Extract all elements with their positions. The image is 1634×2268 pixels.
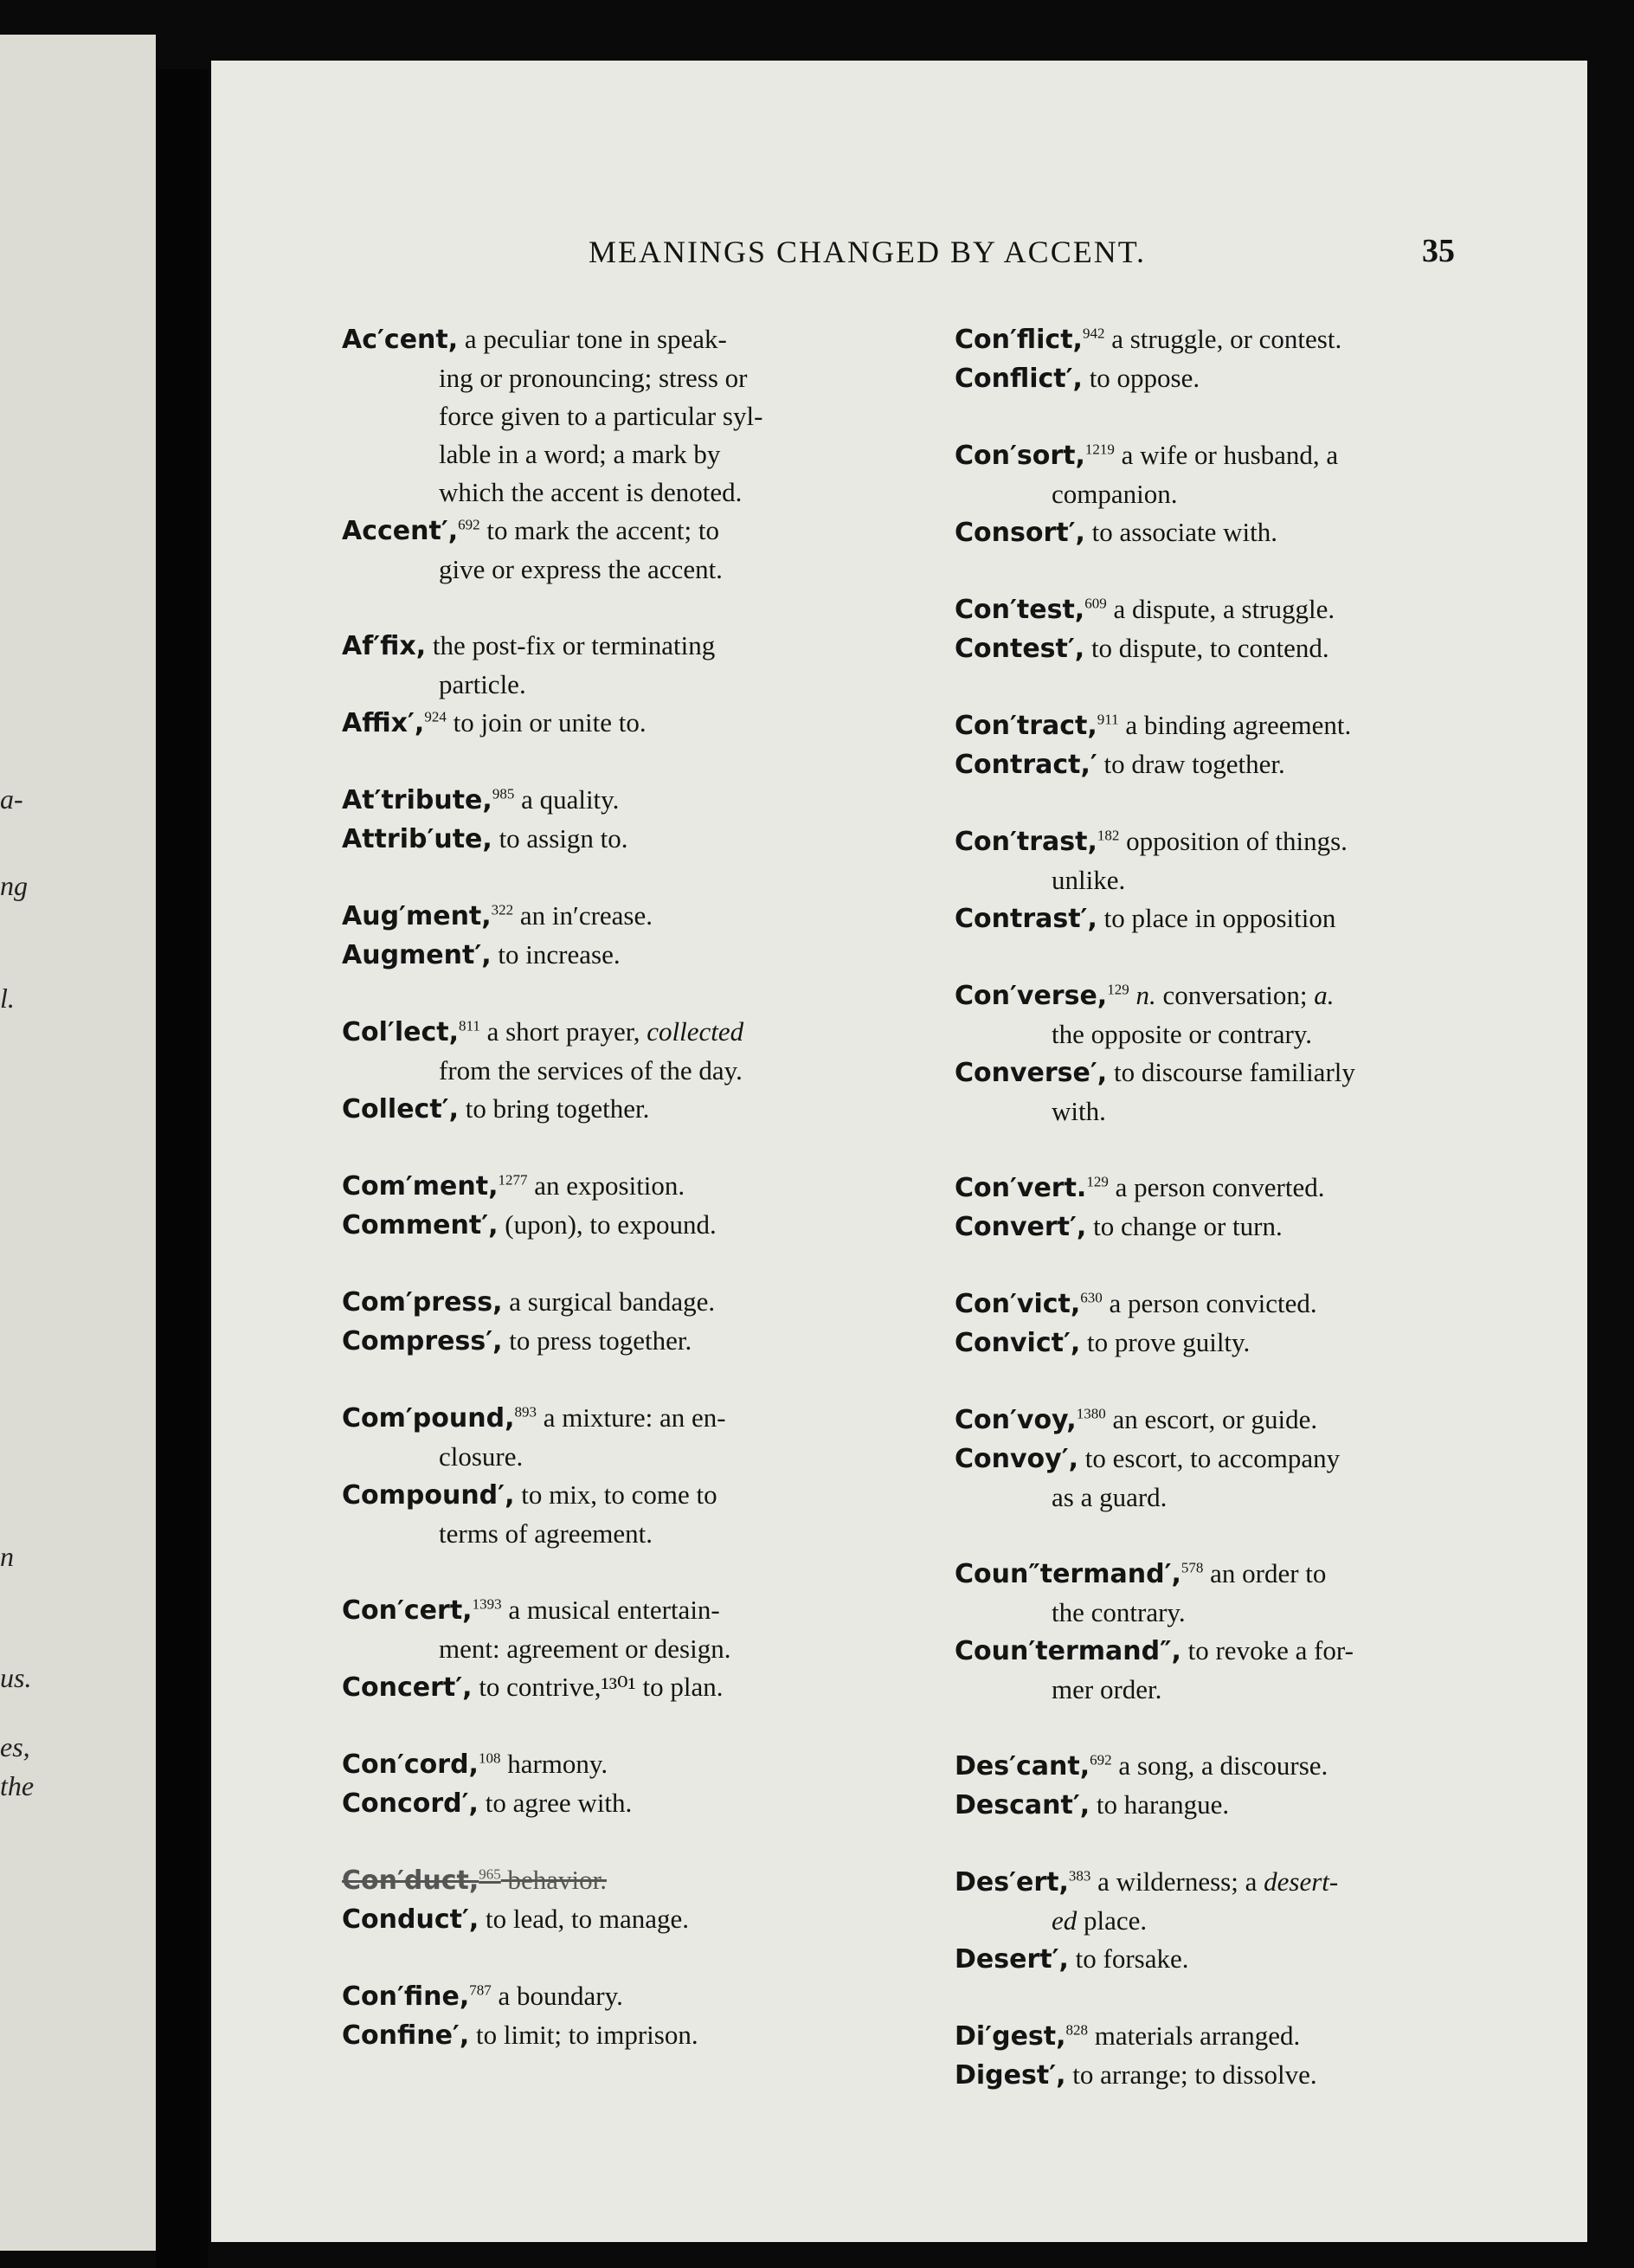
entry-definition: to join or unite to.	[453, 707, 647, 738]
entry-headword: Con′voy,	[955, 1405, 1077, 1435]
entry-definition: to bring together.	[465, 1093, 650, 1124]
dictionary-entry	[955, 320, 1509, 359]
entry-spacer	[955, 668, 1509, 706]
entry-spacer	[342, 1939, 896, 1977]
entry-continuation-text: ing or pronouncing; stress or	[439, 363, 748, 393]
entry-headword: Di′gest,	[955, 2021, 1066, 2052]
entry-continuation-text: mer order.	[1052, 1674, 1162, 1704]
entry-spacer	[955, 398, 1509, 436]
entry-headword: Con′fine,	[342, 1981, 470, 2012]
entry-definition: a boundary.	[498, 1981, 623, 2011]
entry-italic-term: desert-	[1264, 1866, 1339, 1897]
entry-headword: Ac′cent,	[342, 325, 459, 355]
entry-reference-number: 322	[491, 901, 514, 918]
entry-headword: Accent′,	[342, 516, 459, 546]
dictionary-entry	[955, 976, 1509, 1015]
entry-definition: to press together.	[509, 1325, 692, 1356]
entry-definition: to dispute, to contend.	[1090, 633, 1329, 663]
entry-italic-term: ed	[1052, 1905, 1078, 1936]
dictionary-entry	[342, 781, 896, 820]
entry-headword: Consort′,	[955, 518, 1085, 548]
entry-headword: Contract,′	[955, 750, 1097, 780]
entry-continuation-text: which the accent is denoted.	[439, 477, 743, 507]
dictionary-entry	[342, 627, 896, 666]
entry-definition: a peculiar tone in speak-	[464, 324, 727, 354]
dictionary-entry	[342, 1591, 896, 1630]
dictionary-entry	[955, 1324, 1509, 1363]
dictionary-entry	[955, 590, 1509, 629]
entry-definition: a wilderness; a	[1097, 1866, 1264, 1897]
dictionary-entry	[955, 745, 1509, 784]
entry-definition: a surgical bandage.	[509, 1286, 716, 1317]
entry-italic-term: collected	[647, 1016, 744, 1047]
dictionary-entry	[955, 1440, 1509, 1479]
entry-reference-number: 1393	[472, 1595, 502, 1613]
entry-spacer	[342, 859, 896, 897]
entry-headword: Descant′,	[955, 1790, 1090, 1820]
dictionary-entry	[342, 1668, 896, 1707]
entry-spacer	[955, 1517, 1509, 1555]
dictionary-entry	[955, 1208, 1509, 1247]
entry-headword: Des′cant,	[955, 1751, 1090, 1782]
entry-reference-number: 985	[492, 785, 515, 802]
entry-spacer	[342, 743, 896, 781]
entry-continuation	[955, 1092, 1509, 1131]
dictionary-entry	[342, 1283, 896, 1322]
entry-spacer	[955, 1363, 1509, 1401]
entry-spacer	[342, 1553, 896, 1591]
entry-reference-number: 942	[1082, 325, 1105, 342]
entry-definition: a song, a discourse.	[1118, 1750, 1328, 1781]
entry-reference-number: 578	[1180, 1559, 1204, 1576]
entry-spacer	[955, 552, 1509, 590]
dictionary-entry	[955, 436, 1509, 475]
entry-spacer	[955, 1709, 1509, 1747]
entry-headword: Con′verse,	[955, 981, 1108, 1011]
entry-headword: Confine′,	[342, 2020, 470, 2051]
entry-continuation	[342, 666, 896, 704]
entry-reference-number: 108	[478, 1749, 501, 1767]
dictionary-entry	[955, 1632, 1509, 1671]
entry-reference-number: 911	[1097, 711, 1119, 728]
facing-page-text-fragment: us.	[0, 1662, 32, 1693]
dictionary-entry	[342, 1900, 896, 1939]
entry-continuation-text: with.	[1052, 1096, 1106, 1126]
entry-headword: Con′cert,	[342, 1595, 473, 1626]
entry-definition: an exposition.	[534, 1170, 685, 1201]
entry-headword: Con′trast,	[955, 827, 1097, 857]
page-number: 35	[1422, 233, 1455, 269]
entry-reference-number: 630	[1080, 1289, 1103, 1306]
entry-headword: Converse′,	[955, 1058, 1108, 1088]
entry-reference-number: 1380	[1076, 1405, 1106, 1422]
facing-page-text-fragment: l.	[0, 983, 15, 1014]
dictionary-entry	[955, 822, 1509, 861]
entry-reference-number: 129	[1086, 1173, 1109, 1190]
entry-spacer	[955, 784, 1509, 822]
entry-reference-number: 692	[1090, 1751, 1112, 1769]
entry-definition: a person converted.	[1115, 1172, 1325, 1202]
dictionary-entry	[955, 1053, 1509, 1092]
dictionary-entry	[342, 1322, 896, 1361]
entry-continuation-text: the opposite or contrary.	[1052, 1019, 1313, 1049]
entry-spacer	[342, 1245, 896, 1283]
entry-continuation-text: ment: agreement or design.	[439, 1633, 731, 1664]
facing-page-text-fragment: a-	[0, 783, 23, 815]
dictionary-entry	[342, 820, 896, 859]
dictionary-entry	[342, 2016, 896, 2055]
entry-definition: a musical entertain-	[508, 1595, 720, 1625]
dictionary-entry	[955, 629, 1509, 668]
entry-headword: Aug′ment,	[342, 901, 492, 931]
entry-headword: Con′cord,	[342, 1749, 479, 1780]
entry-headword: Desert′,	[955, 1944, 1069, 1975]
entry-headword: Digest′,	[955, 2060, 1066, 2091]
entry-headword: Com′ment,	[342, 1171, 499, 1202]
entry-definition: conversation;	[1155, 980, 1315, 1010]
entry-continuation	[342, 1515, 896, 1553]
entry-headword: Con′tract,	[955, 711, 1097, 741]
dictionary-entry	[955, 1555, 1509, 1594]
dictionary-entry	[955, 1786, 1509, 1825]
entry-headword: Com′pound,	[342, 1403, 515, 1434]
entry-continuation-text: from the services of the day.	[439, 1055, 743, 1086]
left-column	[342, 320, 896, 2055]
dictionary-entry	[955, 1401, 1509, 1440]
dictionary-entry	[955, 1940, 1509, 1979]
entry-definition: to contrive,¹³⁰¹ to plan.	[479, 1672, 724, 1702]
entry-reference-number: 787	[469, 1981, 492, 1999]
entry-continuation-text: give or express the accent.	[439, 554, 723, 584]
entry-definition: to assign to.	[499, 823, 628, 854]
entry-continuation-text: closure.	[439, 1441, 524, 1472]
dictionary-entry	[342, 1167, 896, 1206]
entry-definition: to change or turn.	[1093, 1211, 1283, 1241]
entry-definition: to prove guilty.	[1087, 1327, 1251, 1357]
entry-continuation-text: force given to a particular syl-	[439, 401, 763, 431]
entry-continuation-text: as a guard.	[1052, 1482, 1168, 1512]
entry-continuation	[955, 1902, 1509, 1940]
dictionary-entry	[955, 513, 1509, 552]
entry-headword: Con′flict,	[955, 325, 1083, 355]
entry-spacer	[342, 975, 896, 1013]
dictionary-entry	[955, 1169, 1509, 1208]
entry-headword: Con′duct,	[342, 1865, 479, 1896]
entry-definition: to forsake.	[1075, 1943, 1189, 1974]
entry-definition: a struggle, or contest.	[1111, 324, 1342, 354]
entry-continuation	[955, 1671, 1509, 1709]
entry-definition: to escort, to accompany	[1084, 1443, 1341, 1473]
entry-definition: a quality.	[521, 784, 620, 815]
book-spine	[156, 69, 208, 2268]
entry-headword: Conflict′,	[955, 364, 1083, 394]
entry-definition: harmony.	[507, 1749, 608, 1779]
dictionary-entry	[955, 359, 1509, 398]
entry-reference-number: 965	[479, 1865, 501, 1883]
entry-headword: Augment′,	[342, 940, 492, 970]
entry-definition: to oppose.	[1089, 363, 1200, 393]
entry-headword: Col′lect,	[342, 1017, 459, 1047]
entry-definition: to arrange; to dissolve.	[1072, 2059, 1317, 2090]
entry-continuation	[342, 397, 896, 435]
entry-definition: the post-fix or terminating	[432, 630, 716, 660]
entry-reference-number: 182	[1097, 827, 1120, 844]
entry-definition: to mark the accent; to	[486, 515, 719, 545]
entry-definition: to limit; to imprison.	[475, 2020, 698, 2050]
entry-headword: Con′vert.	[955, 1173, 1087, 1203]
entry-headword: Con′test,	[955, 595, 1085, 625]
dictionary-entry	[342, 1090, 896, 1129]
entry-definition: to discourse familiarly	[1113, 1057, 1355, 1087]
entry-headword: Coun″termand′,	[955, 1559, 1181, 1589]
dictionary-entry	[342, 1745, 896, 1784]
entry-definition: to agree with.	[485, 1788, 633, 1818]
entry-headword: Comment′,	[342, 1210, 499, 1240]
entry-headword: Con′vict,	[955, 1289, 1081, 1319]
entry-spacer	[955, 938, 1509, 976]
entry-spacer	[955, 1825, 1509, 1863]
entry-definition: an in′crease.	[519, 900, 653, 931]
entry-continuation-text: companion.	[1052, 479, 1178, 509]
entry-spacer	[955, 1131, 1509, 1169]
dictionary-entry	[342, 1476, 896, 1515]
entry-spacer	[955, 1247, 1509, 1285]
entry-reference-number: 129	[1107, 981, 1129, 998]
entry-definition: to harangue.	[1096, 1789, 1230, 1820]
running-header: MEANINGS CHANGED BY ACCENT.	[589, 235, 1147, 269]
entry-continuation	[955, 1479, 1509, 1517]
dictionary-entry	[342, 704, 896, 743]
entry-headword: Attrib′ute,	[342, 824, 492, 854]
entry-reference-number: 924	[424, 708, 447, 725]
entry-reference-number: 383	[1068, 1867, 1091, 1885]
entry-continuation	[955, 1594, 1509, 1632]
entry-headword: Convict′,	[955, 1328, 1081, 1358]
entry-definition: to increase.	[498, 939, 621, 970]
entry-continuation	[342, 435, 896, 474]
dictionary-entry	[955, 706, 1509, 745]
entry-continuation	[342, 551, 896, 589]
entry-reference-number: 893	[514, 1403, 537, 1421]
entry-reference-number: 828	[1065, 2021, 1089, 2039]
entry-continuation	[955, 1015, 1509, 1053]
entry-reference-number: 692	[458, 516, 480, 533]
dictionary-entry	[342, 1861, 896, 1900]
entry-continuation	[955, 861, 1509, 899]
dictionary-entry	[342, 1784, 896, 1823]
facing-page-text-fragment: ng	[0, 870, 28, 901]
entry-continuation	[342, 359, 896, 397]
entry-definition: to draw together.	[1103, 749, 1285, 779]
entry-definition: a short prayer,	[486, 1016, 647, 1047]
facing-page-text-fragment: es,	[0, 1731, 30, 1762]
entry-definition: a wife or husband, a	[1121, 440, 1339, 470]
entry-continuation-text: particle.	[439, 669, 526, 699]
entry-continuation	[342, 474, 896, 512]
entry-headword: At′tribute,	[342, 785, 492, 815]
dictionary-entry	[342, 1206, 896, 1245]
entry-italic-term: a.	[1314, 980, 1335, 1010]
entry-headword: Com′press,	[342, 1287, 503, 1318]
entry-headword: Af′fix,	[342, 631, 427, 661]
entry-definition: to revoke a for-	[1187, 1635, 1354, 1666]
entry-continuation-text: unlike.	[1052, 865, 1126, 895]
entry-definition: an escort, or guide.	[1112, 1404, 1318, 1434]
facing-page-edge	[0, 35, 156, 2251]
entry-headword: Contest′,	[955, 634, 1085, 664]
entry-headword: Contrast′,	[955, 904, 1097, 934]
entry-headword: Convert′,	[955, 1212, 1087, 1242]
dictionary-entry	[955, 1863, 1509, 1902]
entry-spacer	[342, 1361, 896, 1399]
entry-italic-term: n.	[1135, 980, 1156, 1010]
entry-headword: Coun′termand″,	[955, 1636, 1181, 1666]
dictionary-entry	[342, 1977, 896, 2016]
dictionary-entry	[955, 2017, 1509, 2056]
entry-definition: a binding agreement.	[1125, 710, 1352, 740]
entry-definition: behavior.	[507, 1865, 607, 1895]
entry-spacer	[342, 1129, 896, 1167]
entry-definition: to associate with.	[1091, 517, 1278, 547]
entry-headword: Collect′,	[342, 1094, 459, 1124]
entry-continuation-text: lable in a word; a mark by	[439, 439, 721, 469]
entry-reference-number: 811	[458, 1017, 480, 1034]
dictionary-entry	[342, 320, 896, 359]
dictionary-entry	[955, 899, 1509, 938]
entry-continuation	[342, 1052, 896, 1090]
entry-spacer	[342, 1707, 896, 1745]
entry-spacer	[955, 1979, 1509, 2017]
entry-headword: Compound′,	[342, 1480, 515, 1511]
entry-continuation	[342, 1438, 896, 1476]
entry-spacer	[342, 1823, 896, 1861]
entry-reference-number: 1219	[1084, 441, 1115, 458]
entry-headword: Des′ert,	[955, 1867, 1069, 1898]
right-column	[955, 320, 1509, 2095]
entry-definition: to mix, to come to	[521, 1479, 717, 1510]
entry-continuation-text: terms of agreement.	[439, 1518, 653, 1549]
entry-continuation	[955, 475, 1509, 513]
dictionary-entry	[342, 1013, 896, 1052]
dictionary-entry	[342, 936, 896, 975]
facing-page-text-fragment: n	[0, 1541, 14, 1572]
entry-headword: Compress′,	[342, 1326, 503, 1356]
entry-continuation-text: the contrary.	[1052, 1597, 1186, 1627]
dictionary-entry	[342, 1399, 896, 1438]
entry-definition: materials arranged.	[1094, 2020, 1301, 2051]
entry-headword: Convoy′,	[955, 1444, 1079, 1474]
entry-headword: Concert′,	[342, 1672, 473, 1703]
entry-definition: a dispute, a struggle.	[1113, 594, 1335, 624]
entry-headword: Affix′,	[342, 708, 425, 738]
entry-definition: opposition of things.	[1126, 826, 1348, 856]
entry-headword: Concord′,	[342, 1788, 479, 1819]
dictionary-entry	[342, 512, 896, 551]
dictionary-entry	[955, 1747, 1509, 1786]
entry-definition: a person convicted.	[1109, 1288, 1317, 1318]
entry-headword: Con′sort,	[955, 441, 1085, 471]
entry-continuation-text: place.	[1077, 1905, 1148, 1936]
entry-definition: to lead, to manage.	[486, 1904, 689, 1934]
entry-definition: (upon), to expound.	[505, 1209, 717, 1240]
dictionary-entry	[342, 897, 896, 936]
entry-headword: Conduct′,	[342, 1904, 479, 1935]
entry-definition: to place in opposition	[1103, 903, 1336, 933]
entry-spacer	[342, 589, 896, 627]
entry-continuation	[342, 1630, 896, 1668]
entry-reference-number: 1277	[498, 1171, 528, 1189]
facing-page-text-fragment: the	[0, 1770, 35, 1801]
entry-definition: an order to	[1210, 1558, 1327, 1588]
dictionary-entry	[955, 1285, 1509, 1324]
entry-reference-number: 609	[1084, 595, 1107, 612]
entry-definition: a mixture: an en-	[543, 1402, 726, 1433]
dictionary-entry	[955, 2056, 1509, 2095]
